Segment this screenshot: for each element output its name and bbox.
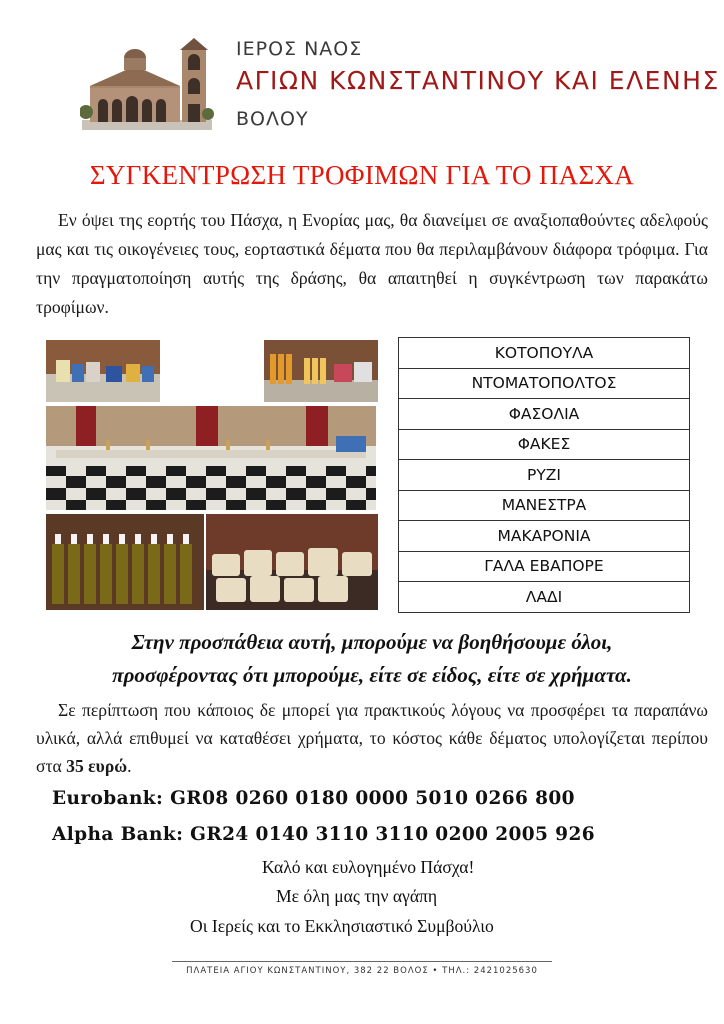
table-row bbox=[399, 521, 690, 552]
donation-amount: 35 ευρώ bbox=[66, 756, 128, 776]
header-church-label: ΙΕΡΟΣ ΝΑΟΣ bbox=[236, 38, 363, 60]
appeal-line-1: Στην προσπάθεια αυτή, μπορούμε να βοηθήσουμε όλοι, bbox=[131, 630, 613, 654]
food-item: ΛΑΔΙ bbox=[399, 582, 690, 613]
food-item: ΓΑΛΑ ΕΒΑΠΟΡΕ bbox=[399, 551, 690, 582]
table-row bbox=[399, 338, 690, 369]
table-row bbox=[399, 551, 690, 582]
alpha-bank-iban: Alpha Bank: GR24 0140 3110 3110 0200 2005 926 bbox=[52, 824, 595, 845]
food-item: ΚΟΤΟΠΟΥΛΑ bbox=[399, 338, 690, 369]
food-items-table bbox=[398, 337, 690, 613]
eurobank-iban: Eurobank: GR08 0260 0180 0000 5010 0266 800 bbox=[52, 788, 575, 809]
header-city: ΒΟΛΟΥ bbox=[236, 108, 309, 130]
food-item: ΜΑΚΑΡΟΝΙΑ bbox=[399, 521, 690, 552]
table-row bbox=[399, 460, 690, 491]
intro-paragraph: Εν όψει της εορτής του Πάσχα, η Ενορίας μας, θα διανείμει σε αναξιοπαθούντες αδελφούς μας και τις οικογένειες τους, εορταστικά δέματα που θα περιλαμβάνουν διάφορα τρόφιμα. Για την πραγματοποίηση αυτής της δράσης, θα απαιτηθεί η συγκέντρωση των παρακάτω τροφίμων. bbox=[36, 210, 708, 317]
table-row bbox=[399, 429, 690, 460]
photo-rice-bags bbox=[206, 514, 378, 610]
photo-food-table-1 bbox=[46, 340, 160, 402]
header-church-name: ΑΓΙΩΝ ΚΩΝΣΤΑΝΤΙΝΟΥ ΚΑΙ ΕΛΕΝΗΣ bbox=[236, 66, 720, 95]
food-item: ΡΥΖΙ bbox=[399, 460, 690, 491]
photo-oil-bottles bbox=[46, 514, 204, 610]
closing-signature: Οι Ιερείς και το Εκκλησιαστικό Συμβούλιο bbox=[190, 916, 494, 936]
table-row bbox=[399, 490, 690, 521]
page-title: ΣΥΓΚΕΝΤΡΩΣΗ ΤΡΟΦΙΜΩΝ ΓΙΑ ΤΟ ΠΑΣΧΑ bbox=[89, 160, 635, 190]
footer-address: ΠΛΑΤΕΙΑ ΑΓΙΟΥ ΚΩΝΣΤΑΝΤΙΝΟΥ, 382 22 ΒΟΛΟΣ • ΤΗΛ.: 2421025630 bbox=[186, 966, 538, 976]
photo-food-table-2 bbox=[264, 340, 378, 402]
table-row bbox=[399, 582, 690, 613]
photo-church-hall bbox=[46, 406, 376, 510]
donation-end: . bbox=[127, 756, 132, 776]
donation-paragraph bbox=[36, 696, 708, 780]
food-item: ΦΑΚΕΣ bbox=[399, 429, 690, 460]
donation-text: Σε περίπτωση που κάποιος δε μπορεί για πρακτικούς λόγους να προσφέρει τα παραπάνω υλικά, αλλά επιθυμεί να καταθέσει χρήματα, το κόστος κάθε δέματος υπολογίζεται περίπου στα bbox=[36, 700, 708, 776]
footer-divider bbox=[172, 961, 552, 962]
food-item: ΜΑΝΕΣΤΡΑ bbox=[399, 490, 690, 521]
food-item: ΦΑΣΟΛΙΑ bbox=[399, 399, 690, 430]
closing-greeting: Καλό και ευλογημένο Πάσχα! bbox=[262, 857, 475, 877]
table-row bbox=[399, 368, 690, 399]
church-image bbox=[80, 36, 215, 132]
table-row bbox=[399, 399, 690, 430]
food-item: ΝΤΟΜΑΤΟΠΟΛΤΟΣ bbox=[399, 368, 690, 399]
appeal-line-2: προσφέροντας ότι μπορούμε, είτε σε είδος, είτε σε χρήματα. bbox=[112, 663, 632, 687]
closing-love: Με όλη μας την αγάπη bbox=[276, 886, 438, 906]
